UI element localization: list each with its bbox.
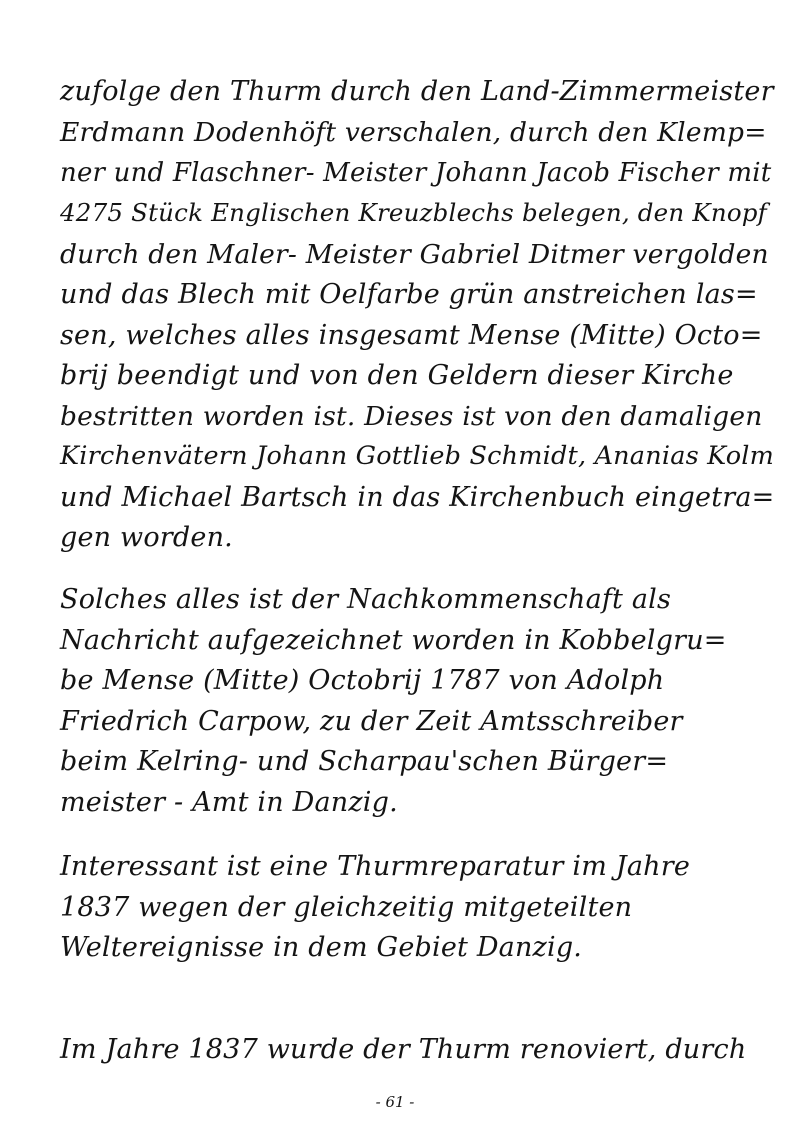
text-line: Im Jahre 1837 wurde der Thurm renoviert, durch [60, 1034, 747, 1065]
page-number: - 61 - [375, 1093, 415, 1111]
text-line: meister - Amt in Danzig. [60, 787, 398, 818]
text-line: und das Blech mit Oelfarbe grün anstreichen las= [60, 279, 758, 310]
text-line: zufolge den Thurm durch den Land-Zimmermeister [60, 76, 774, 107]
text-line: und Michael Bartsch in das Kirchenbuch eingetra= [60, 482, 775, 513]
text-line: sen, welches alles insgesamt Mense (Mitte) Octo= [60, 320, 763, 351]
text-line: Friedrich Carpow, zu der Zeit Amtsschreiber [60, 706, 683, 737]
text-line: brij beendigt und von den Geldern dieser Kirche [60, 360, 734, 391]
text-line: Weltereignisse in dem Gebiet Danzig. [60, 932, 583, 963]
text-line: Erdmann Dodenhöft verschalen, durch den Klemp= [60, 117, 767, 148]
text-line: Nachricht aufgezeichnet worden in Kobbelgru= [60, 625, 727, 656]
text-line: gen worden. [60, 522, 233, 553]
text-line: be Mense (Mitte) Octobrij 1787 von Adolph [60, 665, 665, 696]
text-line: durch den Maler- Meister Gabriel Ditmer vergolden [60, 239, 769, 270]
text-line: ner und Flaschner- Meister Johann Jacob Fischer mit [60, 158, 772, 188]
text-line: 1837 wegen der gleichzeitig mitgeteilten [60, 892, 633, 923]
text-line: Solches alles ist der Nachkommenschaft als [60, 584, 672, 615]
text-line: Interessant ist eine Thurmreparatur im Jahre [60, 851, 690, 882]
text-line: beim Kelring- und Scharpau'schen Bürger= [60, 746, 669, 777]
text-line: bestritten worden ist. Dieses ist von den damaligen [60, 401, 763, 432]
text-line: 4275 Stück Englischen Kreuzblechs belegen, den Knopf [60, 198, 767, 227]
text-line: Kirchenvätern Johann Gottlieb Schmidt, Ananias Kolm [60, 441, 775, 471]
